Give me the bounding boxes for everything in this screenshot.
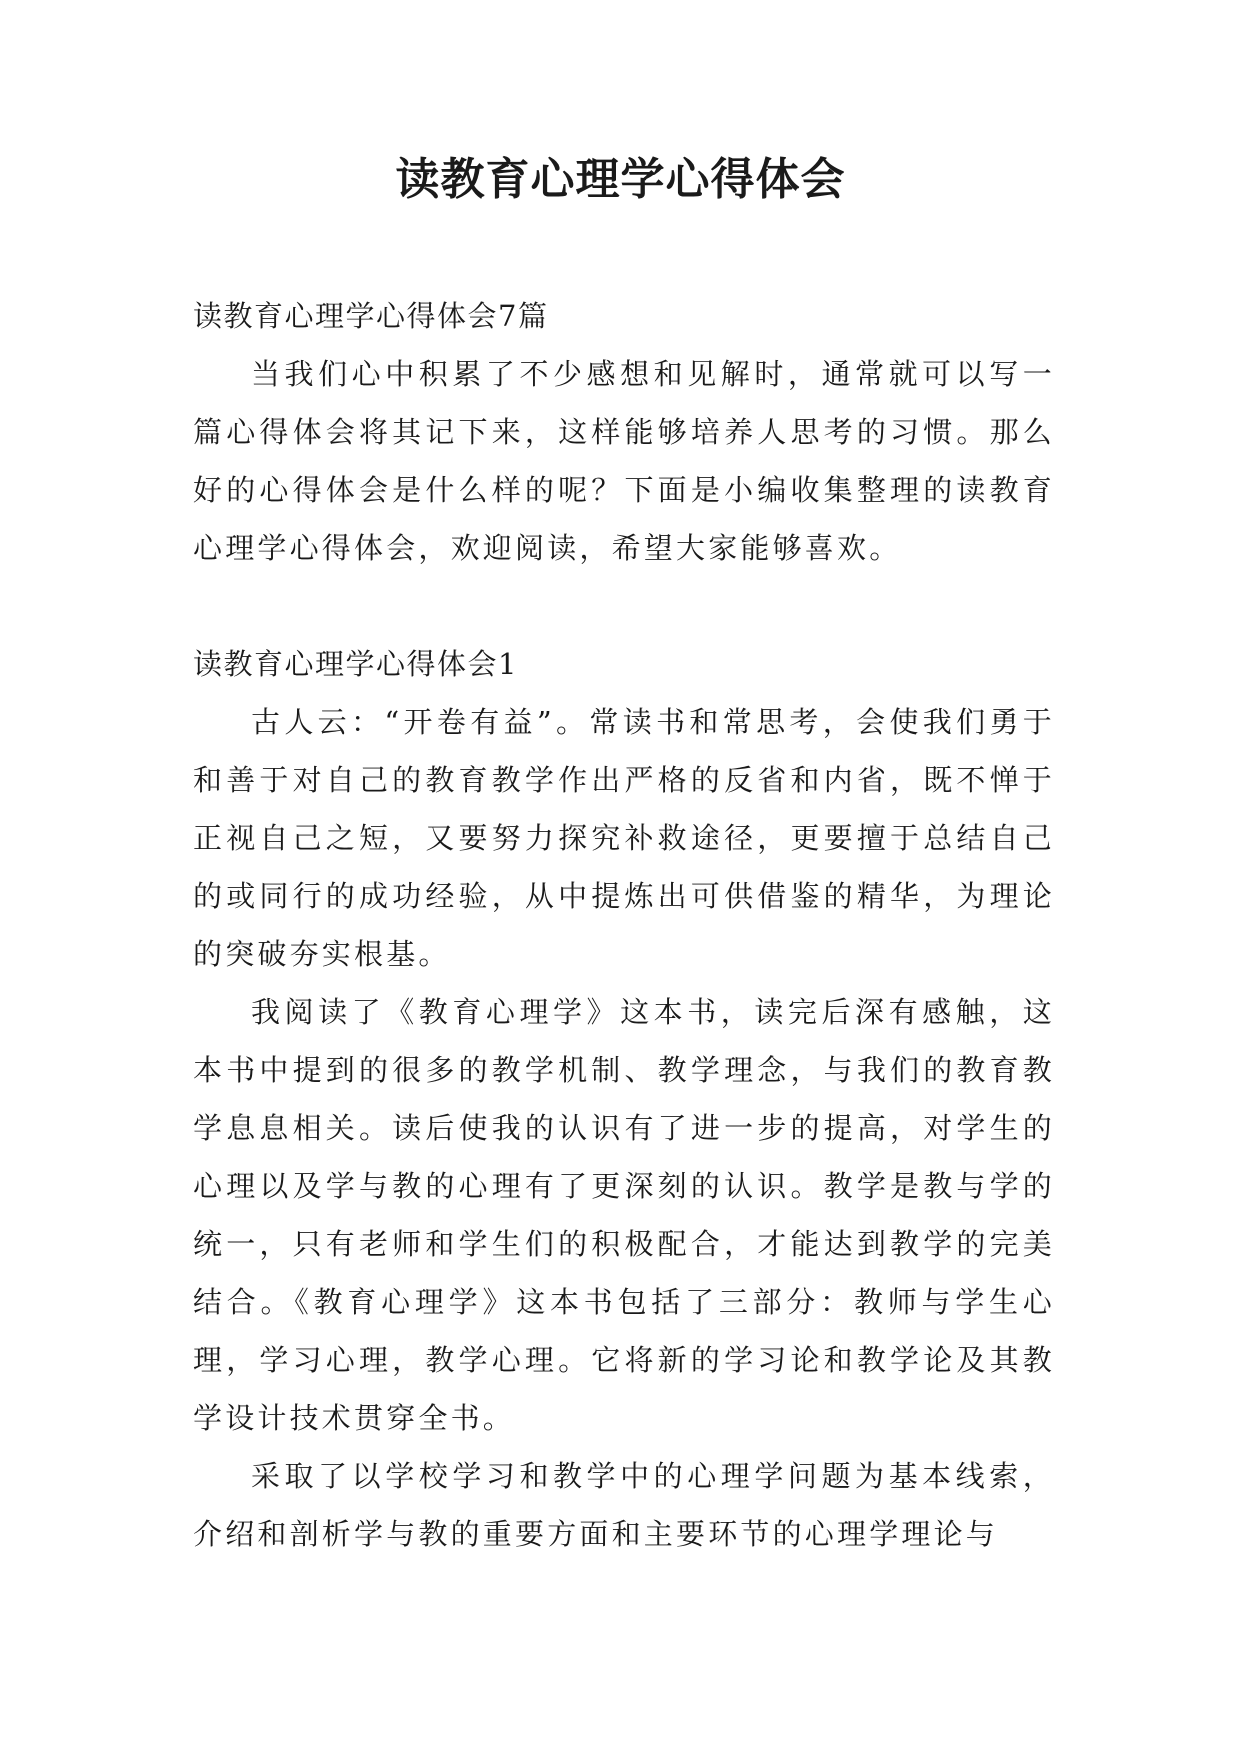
body-paragraph: 我阅读了《教育心理学》这本书，读完后深有感触，这本书中提到的很多的教学机制、教学理念，与我们的教育教学息息相关。读后使我的认识有了进一步的提高，对学生的心理以及学与教的心理有了更深刻的认识。教学是教与学的统一，只有老师和学生们的积极配合，才能达到教学的完美结合。《教育心理学》这本书包括了三部分：教师与学生心理，学习心理，教学心理。它将新的学习论和教学论及其教学设计技术贯穿全书。 (193, 995, 1055, 1435)
document-title: 读教育心理学心得体会 (395, 154, 846, 205)
body-paragraph: 古人云：“开卷有益”。常读书和常思考，会使我们勇于和善于对自己的教育教学作出严格的反省和内省，既不惮于正视自己之短，又要努力探究补救途径，更要擅于总结自己的或同行的成功经验，从中提炼出可供借鉴的精华，为理论的突破夯实根基。 (193, 705, 1055, 971)
intro-paragraph: 当我们心中积累了不少感想和见解时，通常就可以写一篇心得体会将其记下来，这样能够培养人思考的习惯。那么好的心得体会是什么样的呢？下面是小编收集整理的读教育心理学心得体会，欢迎阅读，希望大家能够喜欢。 (193, 357, 1055, 565)
body-paragraph: 采取了以学校学习和教学中的心理学问题为基本线索，介绍和剖析学与教的重要方面和主要环节的心理学理论与 (193, 1459, 1055, 1551)
section-spacer (193, 577, 1055, 635)
collection-heading: 读教育心理学心得体会7篇 (193, 299, 549, 333)
section-heading: 读教育心理学心得体会1 (193, 647, 518, 681)
document-body (193, 287, 1055, 1563)
